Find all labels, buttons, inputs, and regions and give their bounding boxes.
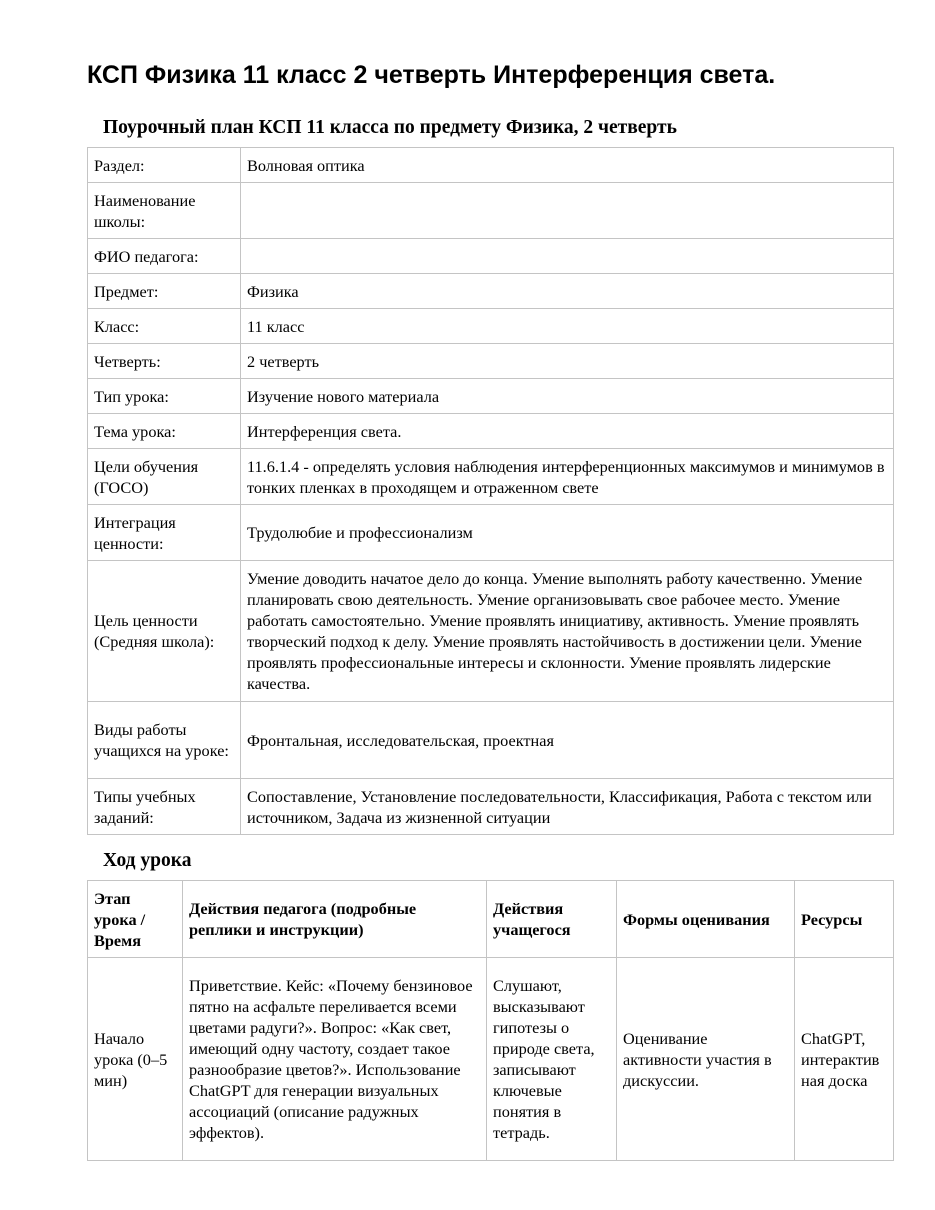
info-value: Умение доводить начатое дело до конца. Умение выполнять работу качественно. Умение планировать свою деятельность. Умение организовывать свое рабочее место. Умение работать самостоятельно. Умение проявлять инициативу, активность. Умение проявлять творческий подход к делу. Умение проявлять настойчивость в достижении цели. Умение проявлять профессиональные интересы и склонности. Умение проявлять лидерские качества. xyxy=(241,561,894,702)
table-header-row xyxy=(88,881,894,958)
lesson-info-table xyxy=(87,147,894,835)
info-row-values xyxy=(88,505,894,561)
info-value: 11.6.1.4 - определять условия наблюдения интерференционных максимумов и минимумов в тонких пленках в проходящем и отраженном свете xyxy=(241,449,894,505)
info-row-school xyxy=(88,183,894,239)
header-student-actions: Действия учащегося xyxy=(487,881,617,958)
info-label: Тема урока: xyxy=(88,414,241,449)
info-row-quarter xyxy=(88,344,894,379)
lesson-course-heading: Ход урока xyxy=(103,850,192,871)
info-value: Волновая оптика xyxy=(241,148,894,183)
assessment-cell: Оценивание активности участия в дискуссии. xyxy=(617,958,795,1161)
info-value: Трудолюбие и профессионализм xyxy=(241,505,894,561)
info-row-task-types xyxy=(88,779,894,835)
header-teacher-actions: Действия педагога (подробные реплики и инструкции) xyxy=(183,881,487,958)
info-row-lesson-type xyxy=(88,379,894,414)
student-actions-cell: Слушают, высказывают гипотезы о природе света, записывают ключевые понятия в тетрадь. xyxy=(487,958,617,1161)
info-label: Наименование школы: xyxy=(88,183,241,239)
info-label: ФИО педагога: xyxy=(88,239,241,274)
lesson-course-table xyxy=(87,880,894,1161)
info-row-learning-goals xyxy=(88,449,894,505)
info-value: Фронтальная, исследовательская, проектная xyxy=(241,702,894,779)
info-value xyxy=(241,183,894,239)
info-row-class xyxy=(88,309,894,344)
info-label: Типы учебных заданий: xyxy=(88,779,241,835)
info-value: 2 четверть xyxy=(241,344,894,379)
info-value: Интерференция света. xyxy=(241,414,894,449)
header-assessment: Формы оценивания xyxy=(617,881,795,958)
header-stage-time: Этап урока / Время xyxy=(88,881,183,958)
plan-heading: Поурочный план КСП 11 класса по предмету Физика, 2 четверть xyxy=(103,117,677,138)
info-label: Четверть: xyxy=(88,344,241,379)
info-row-work-types xyxy=(88,702,894,779)
info-row-subject xyxy=(88,274,894,309)
info-value: Изучение нового материала xyxy=(241,379,894,414)
header-resources: Ресурсы xyxy=(795,881,894,958)
stage-cell: Начало урока (0–5 мин) xyxy=(88,958,183,1161)
info-value xyxy=(241,239,894,274)
document-title: КСП Физика 11 класс 2 четверть Интерференция света. xyxy=(87,61,776,89)
info-row-value-goal xyxy=(88,561,894,702)
info-label: Цель ценности (Средняя школа): xyxy=(88,561,241,702)
info-value: 11 класс xyxy=(241,309,894,344)
info-value: Сопоставление, Установление последовательности, Классификация, Работа с текстом или источником, Задача из жизненной ситуации xyxy=(241,779,894,835)
info-value: Физика xyxy=(241,274,894,309)
info-label: Раздел: xyxy=(88,148,241,183)
teacher-actions-cell: Приветствие. Кейс: «Почему бензиновое пятно на асфальте переливается всеми цветами радуги?». Вопрос: «Как свет, имеющий одну частоту, создает такое разнообразие цветов?». Использование ChatGPT для генерации визуальных ассоциаций (описание радужных эффектов). xyxy=(183,958,487,1161)
info-label: Цели обучения (ГОСО) xyxy=(88,449,241,505)
info-label: Предмет: xyxy=(88,274,241,309)
table-row xyxy=(88,958,894,1161)
info-row-section xyxy=(88,148,894,183)
info-row-teacher xyxy=(88,239,894,274)
info-label: Тип урока: xyxy=(88,379,241,414)
info-label: Виды работы учащихся на уроке: xyxy=(88,702,241,779)
info-label: Класс: xyxy=(88,309,241,344)
info-row-topic xyxy=(88,414,894,449)
info-label: Интеграция ценности: xyxy=(88,505,241,561)
resources-cell: ChatGPT, интерактивная доска xyxy=(795,958,894,1161)
